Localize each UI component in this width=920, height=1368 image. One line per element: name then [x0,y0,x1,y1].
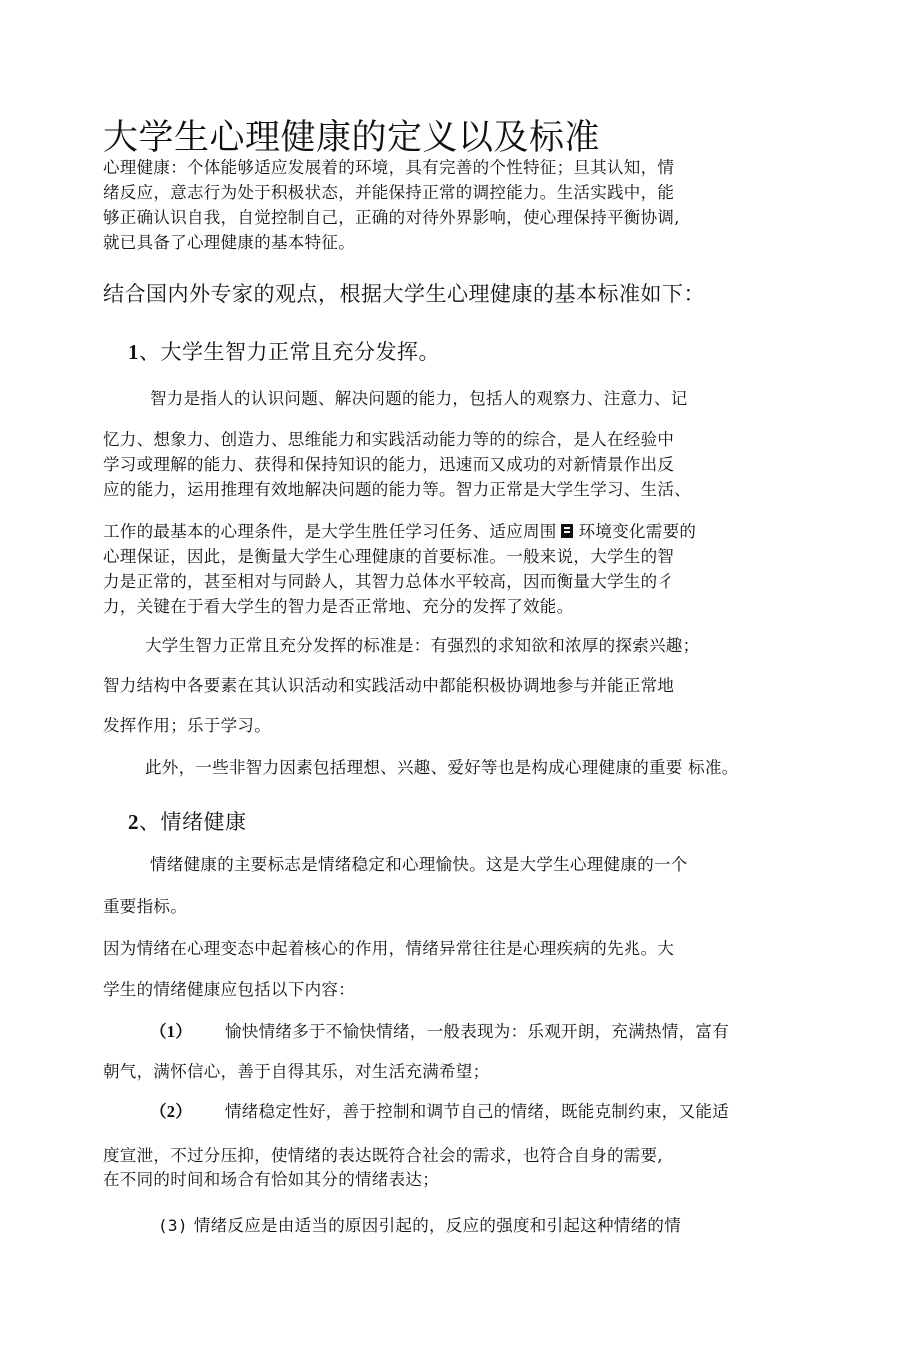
text-line: 此外，一些非智力因素包括理想、兴趣、爱好等也是构成心理健康的重要 标准。 [145,758,739,777]
text-line: 心理健康：个体能够适应发展着的环境，具有完善的个性特征；旦其认知，情 [103,158,675,177]
text-line: 朝气，满怀信心，善于自得其乐，对生活充满希望； [103,1062,490,1081]
text-fragment: 情绪稳定性好，善于控制和调节自己的情绪，既能克制约束，又能适 [225,1102,729,1121]
text-line: 学生的情绪健康应包括以下内容： [103,980,355,999]
text-line [150,1024,729,1041]
item-label: （2） [150,1102,193,1121]
page-title: 大学生心理健康的定义以及标准 [103,118,601,159]
text-line: 度宣泄，不过分压抑，使情绪的表达既符合社会的需求，也符合自身的需要, [103,1146,663,1165]
document-glyph-icon [561,524,573,538]
text-line: 智力是指人的认识问题、解决问题的能力，包括人的观察力、注意力、记 [150,389,688,408]
text-fragment: 情绪反应是由适当的原因引起的，反应的强度和引起这种情绪的情 [193,1216,682,1235]
section-heading [128,812,247,833]
text-line: 应的能力，运用推理有效地解决问题的能力等。智力正常是大学生学习、生活、 [103,480,691,499]
text-line: 忆力、想象力、创造力、思维能力和实践活动能力等的的综合，是人在经验中 [103,430,675,449]
section-number: 1 [128,340,139,364]
text-fragment: 环境变化需要的 [578,522,697,541]
text-line: 在不同的时间和场合有恰如其分的情绪表达； [103,1170,439,1189]
text-line: 力是正常的，甚至相对与同龄人，其智力总体水平较高，因而衡量大学生的彳 [103,572,675,591]
text-line: 智力结构中各要素在其认识活动和实践活动中都能积极协调地参与并能正常地 [103,676,675,695]
lead-paragraph: 结合国内外专家的观点，根据大学生心理健康的基本标准如下： [103,282,705,306]
item-label: (3) [158,1216,188,1235]
section-heading [128,342,440,363]
section-heading-text: 、大学生智力正常且充分发挥。 [139,340,440,364]
text-line: 重要指标。 [103,897,187,916]
text-line: 大学生智力正常且充分发挥的标准是：有强烈的求知欲和浓厚的探索兴趣； [145,636,700,655]
item-label: （1） [150,1022,193,1041]
text-line [103,524,696,541]
text-line: 够正确认识自我，自觉控制自己，正确的对待外界影响，使心理保持平衡协调, [103,208,680,227]
text-line: 就已具备了心理健康的基本特征。 [103,233,355,252]
text-line: 绪反应，意志行为处于积极状态，并能保持正常的调控能力。生活实践中，能 [103,183,675,202]
text-fragment: 愉快情绪多于不愉快情绪，一般表现为：乐观开朗，充满热情，富有 [225,1022,729,1041]
text-fragment: 工作的最基本的心理条件，是大学生胜任学习任务、适应周围 [103,522,557,541]
text-line: 因为情绪在心理变态中起着核心的作用，情绪异常往往是心理疾病的先兆。大 [103,939,675,958]
section-heading-text: 、情绪健康 [139,810,247,834]
text-line: 情绪健康的主要标志是情绪稳定和心理愉快。这是大学生心理健康的一个 [150,855,688,874]
text-line [158,1218,681,1235]
text-line: 心理保证，因此，是衡量大学生心理健康的首要标准。一般来说，大学生的智 [103,547,675,566]
text-line [150,1104,729,1121]
text-line: 学习或理解的能力、获得和保持知识的能力，迅速而又成功的对新情景作出反 [103,455,675,474]
section-number: 2 [128,810,139,834]
text-line: 力，关键在于看大学生的智力是否正常地、充分的发挥了效能。 [103,597,574,616]
text-line: 发挥作用；乐于学习。 [103,716,271,735]
